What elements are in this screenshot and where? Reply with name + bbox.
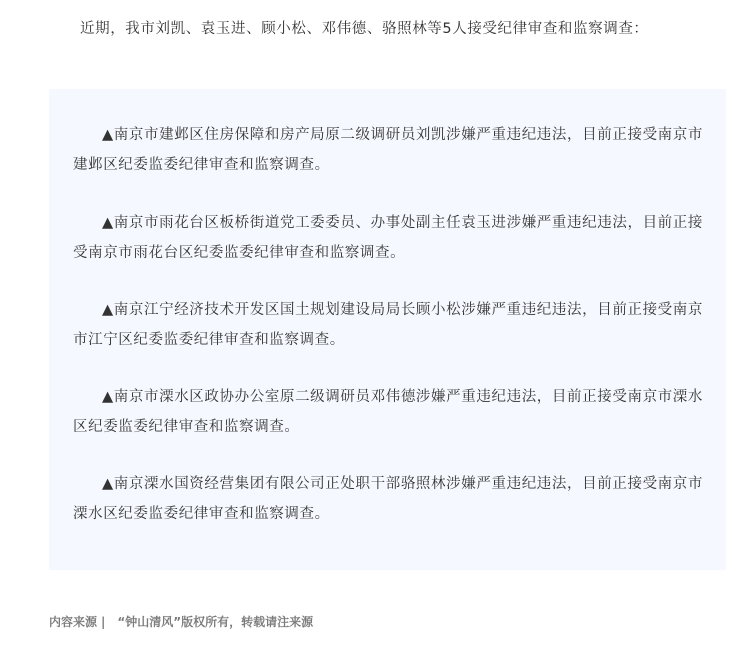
source-footer xyxy=(49,612,313,632)
notice-item-dengweide: ▲南京市溧水区政协办公室原二级调研员邓伟德涉嫌严重违纪违法，目前正接受南京市溧水区纪委监委纪律审查和监察调查。 xyxy=(73,389,703,435)
notice-item-luozhaolin: ▲南京溧水国资经营集团有限公司正处职干部骆照林涉嫌严重违纪违法，目前正接受南京市溧水区纪委监委纪律审查和监察调查。 xyxy=(73,476,703,522)
notice-box xyxy=(49,89,726,570)
notice-item-liukai: ▲南京市建邺区住房保障和房产局原二级调研员刘凯涉嫌严重违纪违法，目前正接受南京市建邺区纪委监委纪律审查和监察调查。 xyxy=(73,127,703,173)
notice-item-guxiaosong: ▲南京江宁经济技术开发区国土规划建设局局长顾小松涉嫌严重违纪违法，目前正接受南京市江宁区纪委监委纪律审查和监察调查。 xyxy=(73,302,703,348)
footer-separator: | xyxy=(101,615,106,629)
intro-paragraph: 近期，我市刘凯、袁玉进、顾小松、邓伟德、骆照林等5人接受纪律审查和监察调查： xyxy=(80,21,649,37)
copyright-notice: “钟山清风”版权所有，转载请注来源 xyxy=(117,615,314,629)
notice-item-yuanyujin: ▲南京市雨花台区板桥街道党工委委员、办事处副主任袁玉进涉嫌严重违纪违法，目前正接受南京市雨花台区纪委监委纪律审查和监察调查。 xyxy=(73,215,703,261)
source-label: 内容来源 xyxy=(49,615,98,629)
